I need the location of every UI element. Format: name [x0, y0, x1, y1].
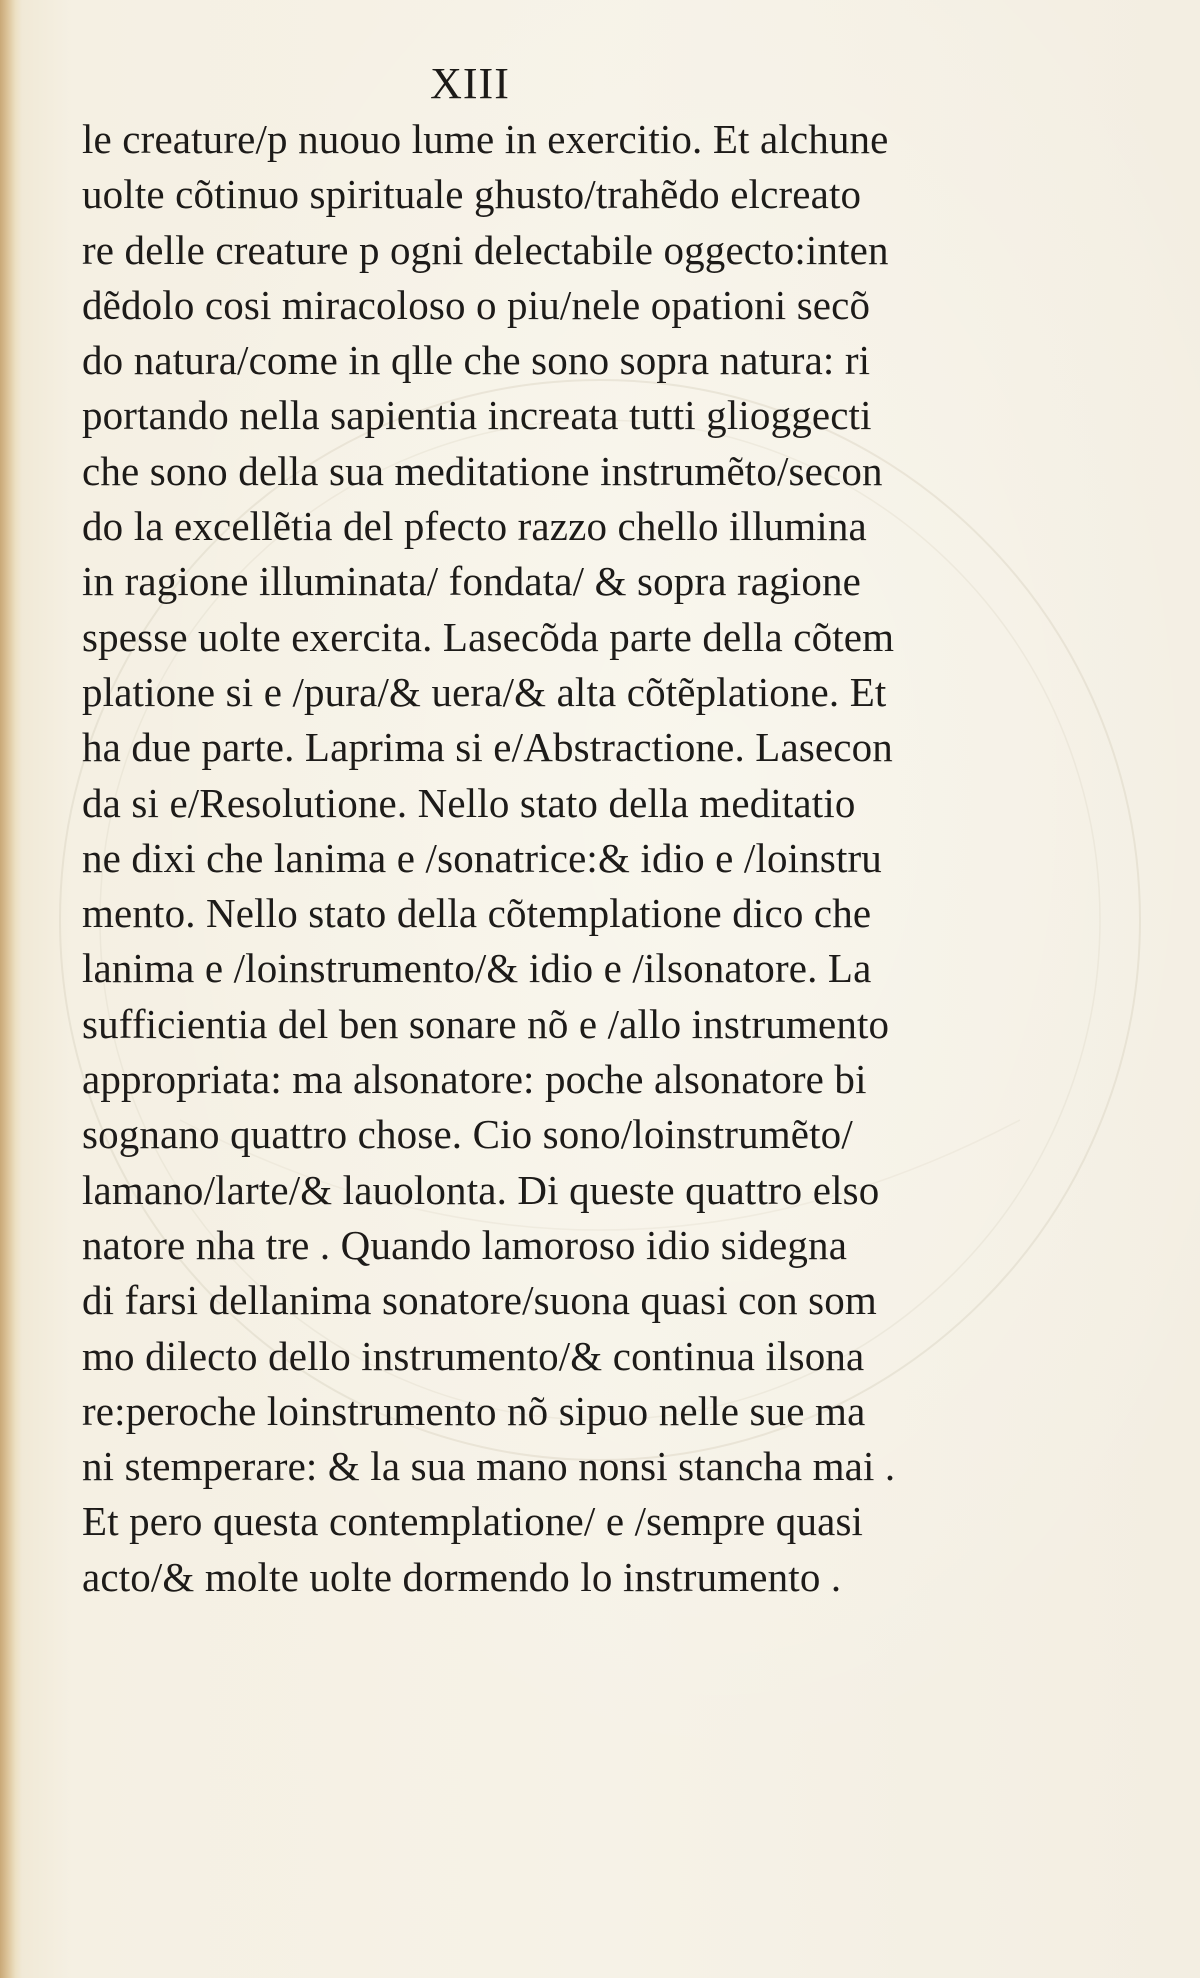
- text-line: le creature/p nuouo lume in exercitio. Et alchune: [82, 116, 889, 162]
- page-number: XIII: [430, 59, 510, 108]
- page-edge: [0, 0, 22, 1978]
- text-line: uolte cõtinuo spirituale ghusto/trahẽdo elcreato: [82, 171, 862, 218]
- text-line: in ragione illuminata/ fondata/ & sopra ragione: [82, 558, 861, 605]
- text-line: re delle creature p ogni delectabile oggecto:inten: [82, 226, 889, 273]
- text-line: mento. Nello stato della cõtemplatione dico che: [82, 890, 872, 937]
- text-line: dẽdolo cosi miracoloso o piu/nele opationi secõ: [82, 281, 871, 328]
- text-line: ha due parte. Laprima si e/Abstractione. Lasecon: [82, 724, 893, 771]
- text-line: do natura/come in qlle che sono sopra natura: ri: [82, 337, 871, 384]
- text-line: Et pero questa contemplatione/ e /sempre quasi: [82, 1498, 864, 1545]
- text-line: ne dixi che lanima e /sonatrice:& idio e /loinstru: [82, 834, 882, 881]
- text-line: mo dilecto dello instrumento/& continua ilsona: [82, 1332, 865, 1379]
- text-line: acto/& molte uolte dormendo lo instrumento .: [82, 1553, 842, 1600]
- text-line: lanima e /loinstrumento/& idio e /ilsonatore. La: [82, 945, 872, 992]
- text-line: sognano quattro chose. Cio sono/loinstrumẽto/: [82, 1111, 853, 1158]
- text-line: re:peroche loinstrumento nõ sipuo nelle sue ma: [82, 1387, 866, 1434]
- text-line: do la excellẽtia del pfecto razzo chello illumina: [82, 503, 867, 550]
- text-line: portando nella sapientia increata tutti glioggecti: [82, 392, 872, 439]
- text-line: spesse uolte exercita. Lasecõda parte della cõtem: [82, 613, 895, 660]
- text-line: appropriata: ma alsonatore: poche alsonatore bi: [82, 1056, 867, 1103]
- text-line: natore nha tre . Quando lamoroso idio sidegna: [82, 1221, 848, 1268]
- text-line: platione si e /pura/& uera/& alta cõtẽplatione. Et: [82, 668, 887, 715]
- text-block: [82, 112, 982, 1605]
- text-line: ni stemperare: & la sua mano nonsi stancha mai .: [82, 1443, 896, 1490]
- text-line: di farsi dellanima sonatore/suona quasi con som: [82, 1277, 877, 1324]
- text-line: sufficientia del ben sonare nõ e /allo instrumento: [82, 1000, 890, 1047]
- text-line: che sono della sua meditatione instrumẽto/secon: [82, 447, 883, 494]
- text-line: da si e/Resolutione. Nello stato della meditatio: [82, 779, 856, 826]
- text-line: lamano/larte/& lauolonta. Di queste quattro elso: [82, 1166, 880, 1213]
